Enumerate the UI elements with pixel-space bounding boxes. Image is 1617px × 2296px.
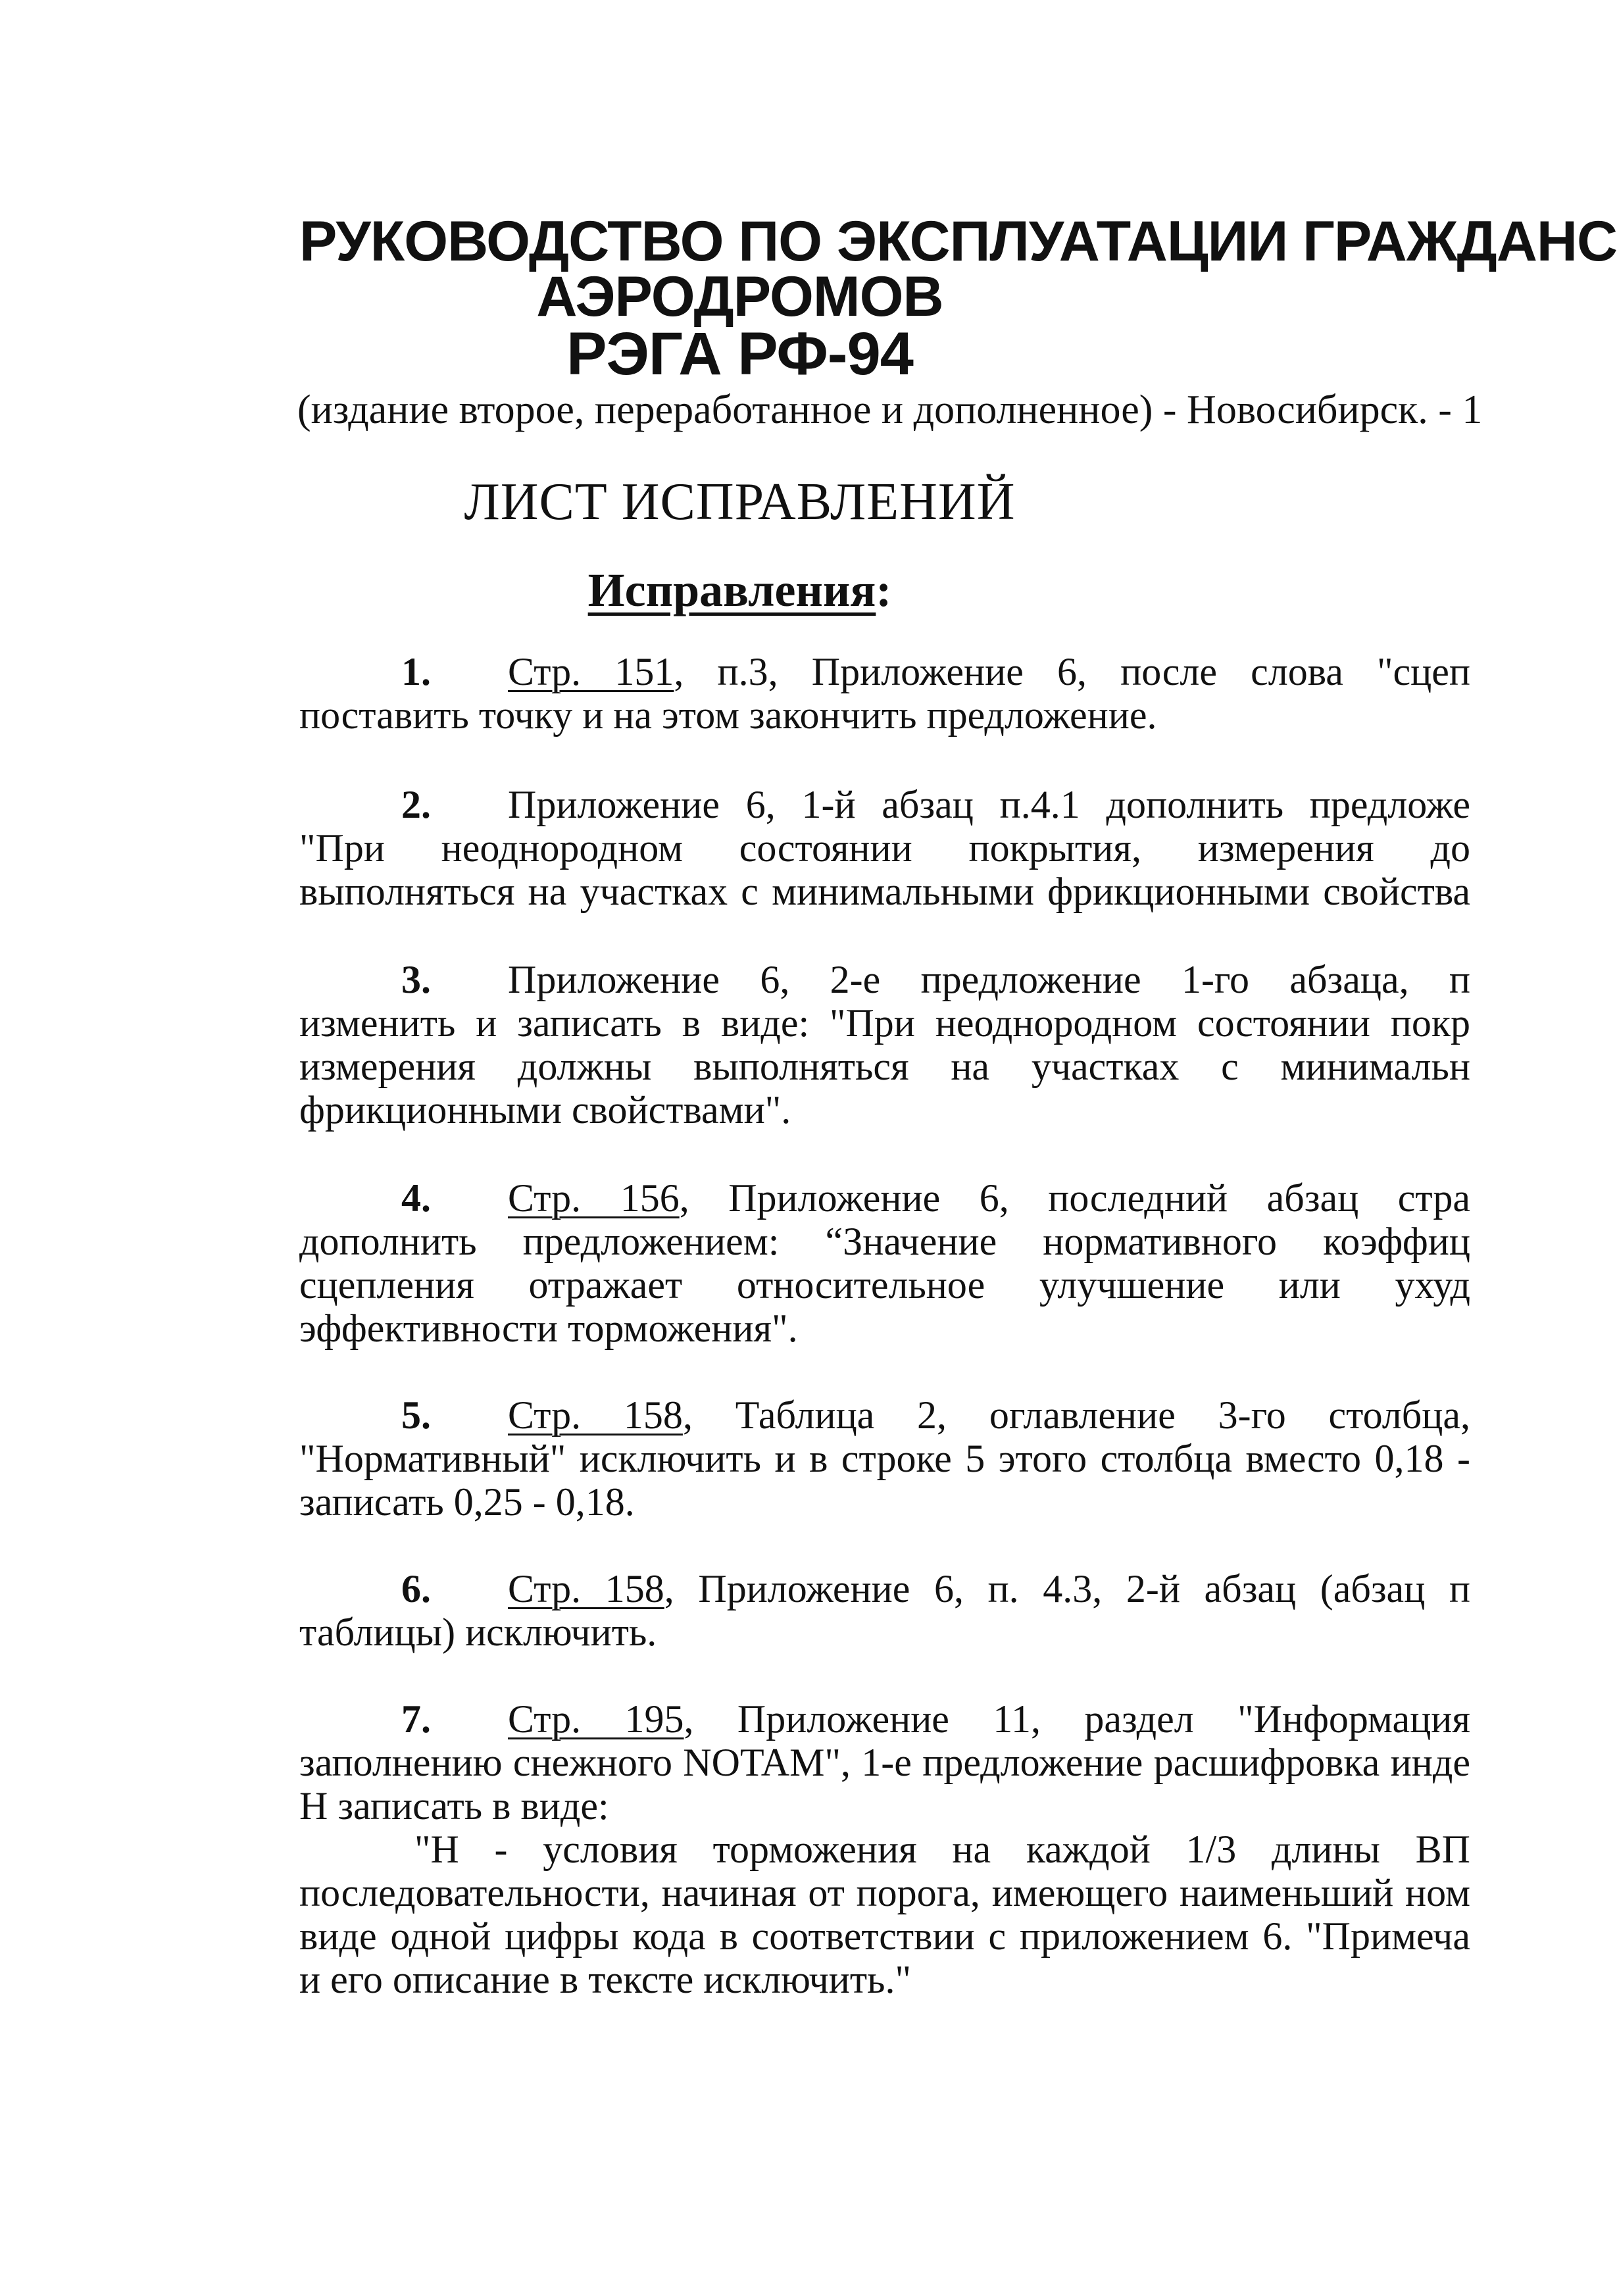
- page-reference: Стр. 158: [508, 1393, 683, 1437]
- quoted-text-line: последовательности, начиная от порога, имеющего наименьший ном: [299, 1871, 1470, 1914]
- item-number: 6.: [401, 1567, 431, 1610]
- item-line: Н записать в виде:: [299, 1784, 609, 1828]
- item-text: Приложение 6, 1-й абзац п.4.1 дополнить предложе: [508, 783, 1470, 826]
- item-line: поставить точку и на этом закончить предложение.: [299, 693, 1157, 737]
- item-first-line: [299, 1697, 1470, 1741]
- item-line: измерения должны выполняться на участках с минимальн: [299, 1045, 1470, 1088]
- item-text: Приложение 6, 2-е предложение 1-го абзаца, п: [508, 958, 1470, 1001]
- corrections-heading-text: Исправления: [587, 564, 876, 616]
- item-line: эффективности торможения".: [299, 1307, 798, 1350]
- item-line: "При неоднородном состоянии покрытия, измерения до: [299, 826, 1470, 870]
- item-first-line: [299, 650, 1470, 693]
- item-number: 3.: [401, 958, 431, 1001]
- correction-item-4: [299, 1176, 1470, 1350]
- item-first-line: [299, 1176, 1470, 1220]
- document-title-line-1: РУКОВОДСТВО ПО ЭКСПЛУАТАЦИИ ГРАЖДАНС: [299, 210, 1617, 273]
- item-line: выполняться на участках с минимальными фрикционными свойства: [299, 870, 1470, 913]
- item-text: , Приложение 6, последний абзац стра: [679, 1176, 1470, 1220]
- correction-item-1: [299, 650, 1470, 737]
- correction-item-3: [299, 958, 1470, 1132]
- quoted-text-line: виде одной цифры кода в соответствии с приложением 6. "Примеча: [299, 1914, 1470, 1958]
- item-line: изменить и записать в виде: "При неоднородном состоянии покр: [299, 1001, 1470, 1045]
- edition-subtitle: (издание второе, переработанное и дополненное) - Новосибирск. - 1: [297, 387, 1483, 432]
- correction-item-5: [299, 1393, 1470, 1524]
- item-number: 1.: [401, 650, 431, 693]
- sheet-title: ЛИСТ ИСПРАВЛЕНИЙ: [464, 473, 1016, 531]
- item-line: "Нормативный" исключить и в строке 5 этого столбца вместо 0,18 -: [299, 1437, 1470, 1480]
- correction-item-2: [299, 783, 1470, 913]
- item-number: 4.: [401, 1176, 431, 1220]
- item-text: , Приложение 11, раздел "Информация: [684, 1697, 1471, 1741]
- item-line: фрикционными свойствами".: [299, 1088, 791, 1132]
- page-reference: Стр. 156: [508, 1176, 680, 1220]
- item-text: , Таблица 2, оглавление 3-го столбца,: [682, 1393, 1470, 1437]
- quoted-text-first-line: "Н - условия торможения на каждой 1/3 длины ВП: [414, 1828, 1470, 1871]
- item-number: 2.: [401, 783, 431, 826]
- document-title-line-2: АЭРОДРОМОВ: [536, 265, 943, 328]
- corrections-heading: [0, 563, 1480, 618]
- item-first-line: [299, 1567, 1470, 1610]
- item-line: сцепления отражает относительное улучшение или ухуд: [299, 1263, 1470, 1307]
- item-first-line: [299, 1393, 1470, 1437]
- item-first-line: [299, 783, 1470, 826]
- item-line: записать 0,25 - 0,18.: [299, 1480, 635, 1524]
- document-code: РЭГА РФ-94: [566, 320, 913, 387]
- item-text: , п.3, Приложение 6, после слова "сцеп: [674, 650, 1470, 693]
- correction-item-7: [299, 1697, 1470, 2001]
- correction-item-6: [299, 1567, 1470, 1654]
- quoted-text-line: и его описание в тексте исключить.": [299, 1958, 911, 2001]
- item-number: 7.: [401, 1697, 431, 1741]
- page-reference: Стр. 158: [508, 1567, 664, 1610]
- item-line: дополнить предложением: “Значение нормативного коэффиц: [299, 1220, 1470, 1263]
- item-line: заполнению снежного NOTAM", 1-е предложение расшифровка инде: [299, 1741, 1470, 1784]
- item-text: , Приложение 6, п. 4.3, 2-й абзац (абзац п: [664, 1567, 1470, 1610]
- item-number: 5.: [401, 1393, 431, 1437]
- item-line: таблицы) исключить.: [299, 1610, 657, 1654]
- corrections-heading-colon: :: [876, 564, 892, 616]
- item-first-line: [299, 958, 1470, 1001]
- page-reference: Стр. 195: [508, 1697, 684, 1741]
- page-reference: Стр. 151: [508, 650, 674, 693]
